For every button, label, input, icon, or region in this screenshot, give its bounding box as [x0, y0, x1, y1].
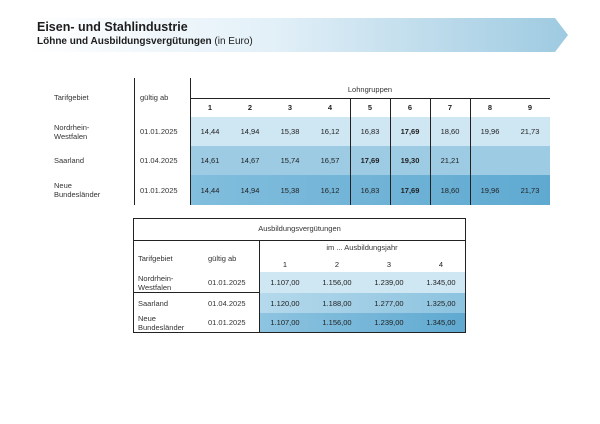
- wages-value: 14,44: [200, 185, 220, 195]
- page-subtitle: [37, 36, 253, 47]
- training-region-line: Westfalen: [138, 282, 172, 292]
- training-value: 1.107,00: [270, 318, 300, 327]
- wages-value: 18,60: [440, 185, 460, 195]
- training-year-1: 1: [282, 260, 288, 269]
- wages-value: 21,73: [520, 185, 540, 195]
- wages-region-3: [54, 181, 100, 199]
- training-region-line: Bundesländer: [138, 322, 185, 332]
- training-value: 1.107,00: [270, 278, 300, 287]
- wages-value: 19,96: [480, 185, 500, 195]
- wages-group-6: 6: [407, 103, 413, 112]
- wages-value: 21,73: [520, 127, 540, 136]
- wages-value: 14,44: [200, 127, 220, 136]
- training-year-4: 4: [438, 260, 444, 269]
- subtitle-unit: (in Euro): [214, 36, 253, 47]
- wages-region-line: Westfalen: [54, 131, 88, 141]
- wages-value: 16,57: [320, 156, 340, 165]
- wages-value: 17,69: [400, 185, 420, 195]
- wages-group-2: 2: [247, 103, 253, 112]
- training-value: 1.345,00: [426, 318, 456, 327]
- wages-value: 17,69: [360, 156, 380, 165]
- wages-group-4: 4: [327, 103, 333, 112]
- training-value: 1.156,00: [322, 318, 352, 327]
- wages-value: 19,30: [400, 156, 420, 165]
- wages-header-divider: [190, 98, 550, 99]
- training-date-1: 01.01.2025: [208, 278, 246, 287]
- training-value: 1.239,00: [374, 318, 404, 327]
- wages-value: 16,12: [320, 127, 340, 136]
- training-region-line: Saarland: [138, 298, 169, 308]
- training-row-divider: [134, 292, 259, 293]
- training-year-3: 3: [386, 260, 392, 269]
- training-date-3: 01.01.2025: [208, 318, 246, 327]
- wages-value: 18,60: [440, 127, 460, 136]
- wages-value: 15,38: [280, 185, 300, 195]
- training-col-tarifgebiet: Tarifgebiet: [138, 254, 173, 263]
- wages-region-1: [54, 123, 89, 141]
- wages-value: 16,83: [360, 127, 380, 136]
- wages-value: 15,38: [280, 127, 300, 136]
- wages-group-7: 7: [447, 103, 453, 112]
- training-title-divider: [134, 240, 465, 241]
- wages-value: 19,96: [480, 127, 500, 136]
- wages-region-2: [54, 156, 84, 165]
- wages-group-header: Lohngruppen: [347, 85, 393, 94]
- wages-region-line: Saarland: [54, 156, 85, 165]
- wages-group-8: 8: [487, 103, 493, 112]
- training-title: Ausbildungsvergütungen: [258, 224, 341, 233]
- wages-value: 14,67: [240, 156, 260, 165]
- training-region-3: [138, 314, 184, 332]
- training-value: 1.188,00: [322, 298, 352, 308]
- training-col-gueltig: gültig ab: [208, 254, 237, 263]
- training-value: 1.156,00: [322, 278, 352, 287]
- training-group-header: im ... Ausbildungsjahr: [326, 243, 398, 252]
- wages-value: 14,61: [200, 156, 220, 165]
- wages-value: 16,12: [320, 185, 340, 195]
- wages-region-line: Bundesländer: [54, 190, 101, 199]
- training-year-2: 2: [334, 260, 340, 269]
- wages-value: 21,21: [440, 156, 460, 165]
- wages-col-gueltig: gültig ab: [140, 93, 169, 102]
- wages-group-3: 3: [287, 103, 293, 112]
- wages-date-3: 01.01.2025: [140, 185, 178, 195]
- subtitle-text: Löhne und Ausbildungsvergütungen: [37, 36, 212, 47]
- page-title: Eisen- und Stahlindustrie: [37, 20, 188, 34]
- training-region-2: [138, 299, 168, 308]
- training-value: 1.277,00: [374, 298, 404, 308]
- training-date-2: 01.04.2025: [208, 298, 246, 308]
- wages-region-line: Nordrhein-: [54, 122, 90, 132]
- training-value: 1.325,00: [426, 298, 456, 308]
- wages-col-tarifgebiet: Tarifgebiet: [54, 93, 89, 102]
- wages-value: 14,94: [240, 127, 260, 136]
- training-value: 1.239,00: [374, 278, 404, 287]
- wages-value: 14,94: [240, 185, 260, 195]
- wages-group-9: 9: [527, 103, 533, 112]
- wages-date-1: 01.01.2025: [140, 127, 178, 136]
- training-value: 1.345,00: [426, 278, 456, 287]
- wages-value: 16,83: [360, 185, 380, 195]
- training-region-line: Neue: [138, 313, 156, 323]
- training-region-1: [138, 274, 173, 292]
- wages-value: 17,69: [400, 127, 420, 136]
- wages-group-1: 1: [207, 103, 213, 112]
- wages-value: 15,74: [280, 156, 300, 165]
- training-region-line: Nordrhein-: [138, 273, 174, 283]
- wages-region-line: Neue: [54, 181, 72, 190]
- wages-divider-left: [134, 78, 135, 205]
- wages-group-5: 5: [367, 103, 373, 112]
- training-value: 1.120,00: [270, 298, 300, 308]
- wages-date-2: 01.04.2025: [140, 156, 178, 165]
